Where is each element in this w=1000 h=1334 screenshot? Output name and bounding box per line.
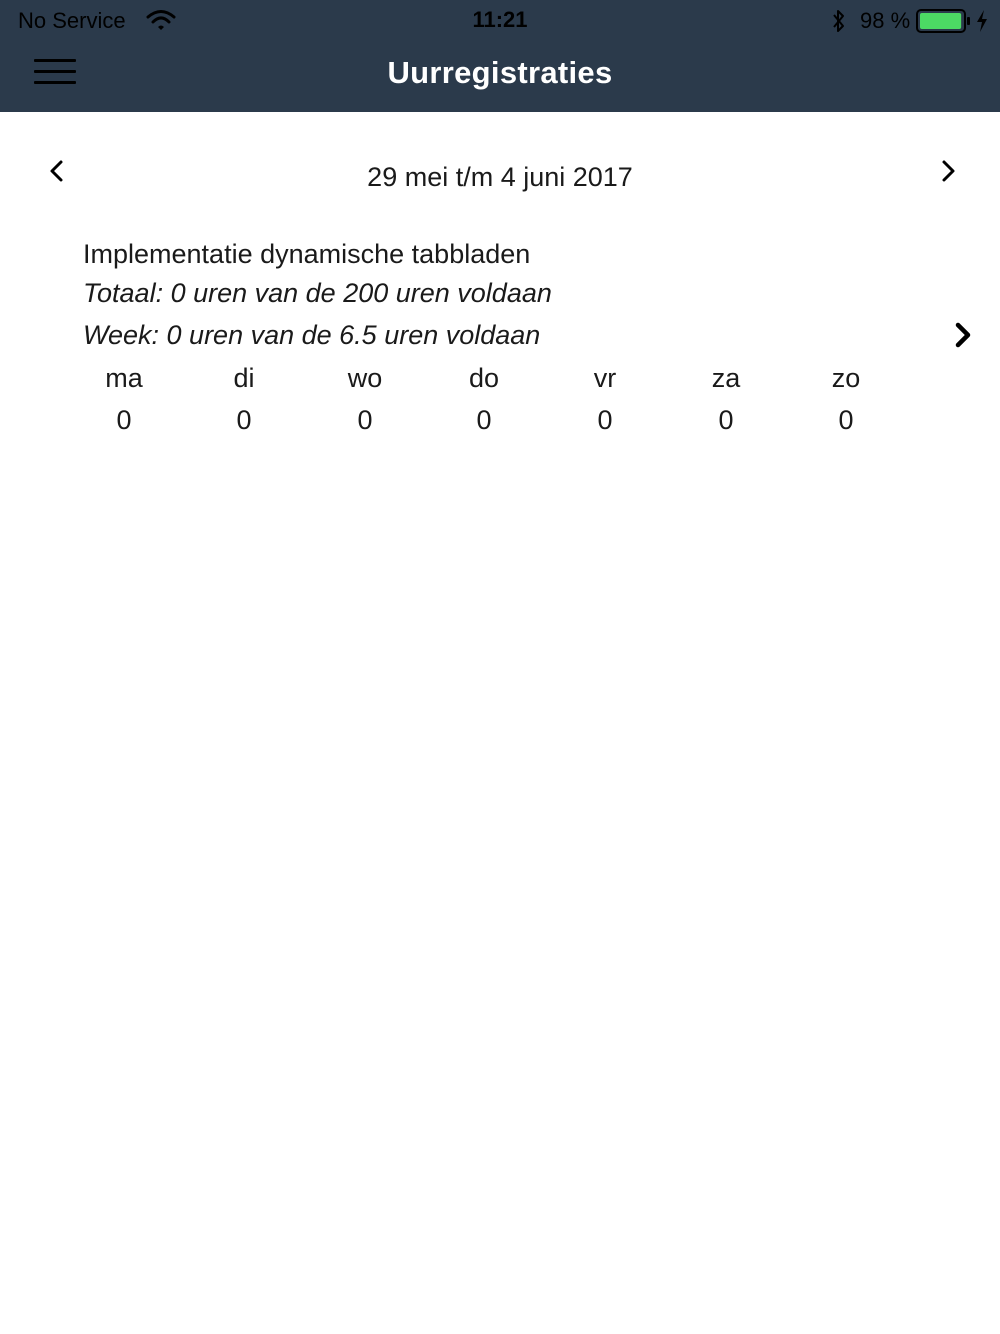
day-hours: 0 bbox=[718, 405, 734, 435]
day-hours: 0 bbox=[236, 405, 252, 435]
bluetooth-icon bbox=[831, 8, 847, 34]
project-total-hours: Totaal: 0 uren van de 200 uren voldaan bbox=[83, 278, 552, 308]
day-name: ma bbox=[105, 363, 143, 393]
day-name: vr bbox=[593, 363, 617, 393]
day-hours: 0 bbox=[597, 405, 613, 435]
day-hours: 0 bbox=[357, 405, 373, 435]
project-name: Implementatie dynamische tabbladen bbox=[83, 239, 531, 269]
status-time: 11:21 bbox=[472, 7, 528, 32]
battery-icon bbox=[916, 9, 972, 33]
project-week-hours: Week: 0 uren van de 6.5 uren voldaan bbox=[83, 320, 541, 350]
week-range-label: 29 mei t/m 4 juni 2017 bbox=[367, 162, 633, 192]
day-column-vr bbox=[555, 360, 655, 438]
project-row[interactable] bbox=[0, 230, 1000, 450]
day-name: zo bbox=[831, 363, 861, 393]
day-hours: 0 bbox=[476, 405, 492, 435]
navigation-bar bbox=[0, 0, 1000, 112]
day-name: do bbox=[468, 363, 500, 393]
day-hours: 0 bbox=[838, 405, 854, 435]
day-name: di bbox=[233, 363, 255, 393]
day-column-ma bbox=[74, 360, 174, 438]
status-bar bbox=[0, 0, 1000, 42]
day-column-di bbox=[194, 360, 294, 438]
day-column-za bbox=[676, 360, 776, 438]
chevron-right-icon[interactable] bbox=[950, 320, 978, 350]
battery-percent: 98 % bbox=[860, 8, 911, 33]
chevron-right-icon[interactable] bbox=[931, 154, 967, 190]
day-name: wo bbox=[347, 363, 383, 393]
charging-icon bbox=[975, 9, 989, 33]
day-column-zo bbox=[796, 360, 896, 438]
day-column-wo bbox=[315, 360, 415, 438]
day-name: za bbox=[711, 363, 741, 393]
day-hours: 0 bbox=[116, 405, 132, 435]
day-column-do bbox=[434, 360, 534, 438]
carrier-label: No Service bbox=[18, 8, 126, 33]
page-title: Uurregistraties bbox=[387, 55, 613, 90]
